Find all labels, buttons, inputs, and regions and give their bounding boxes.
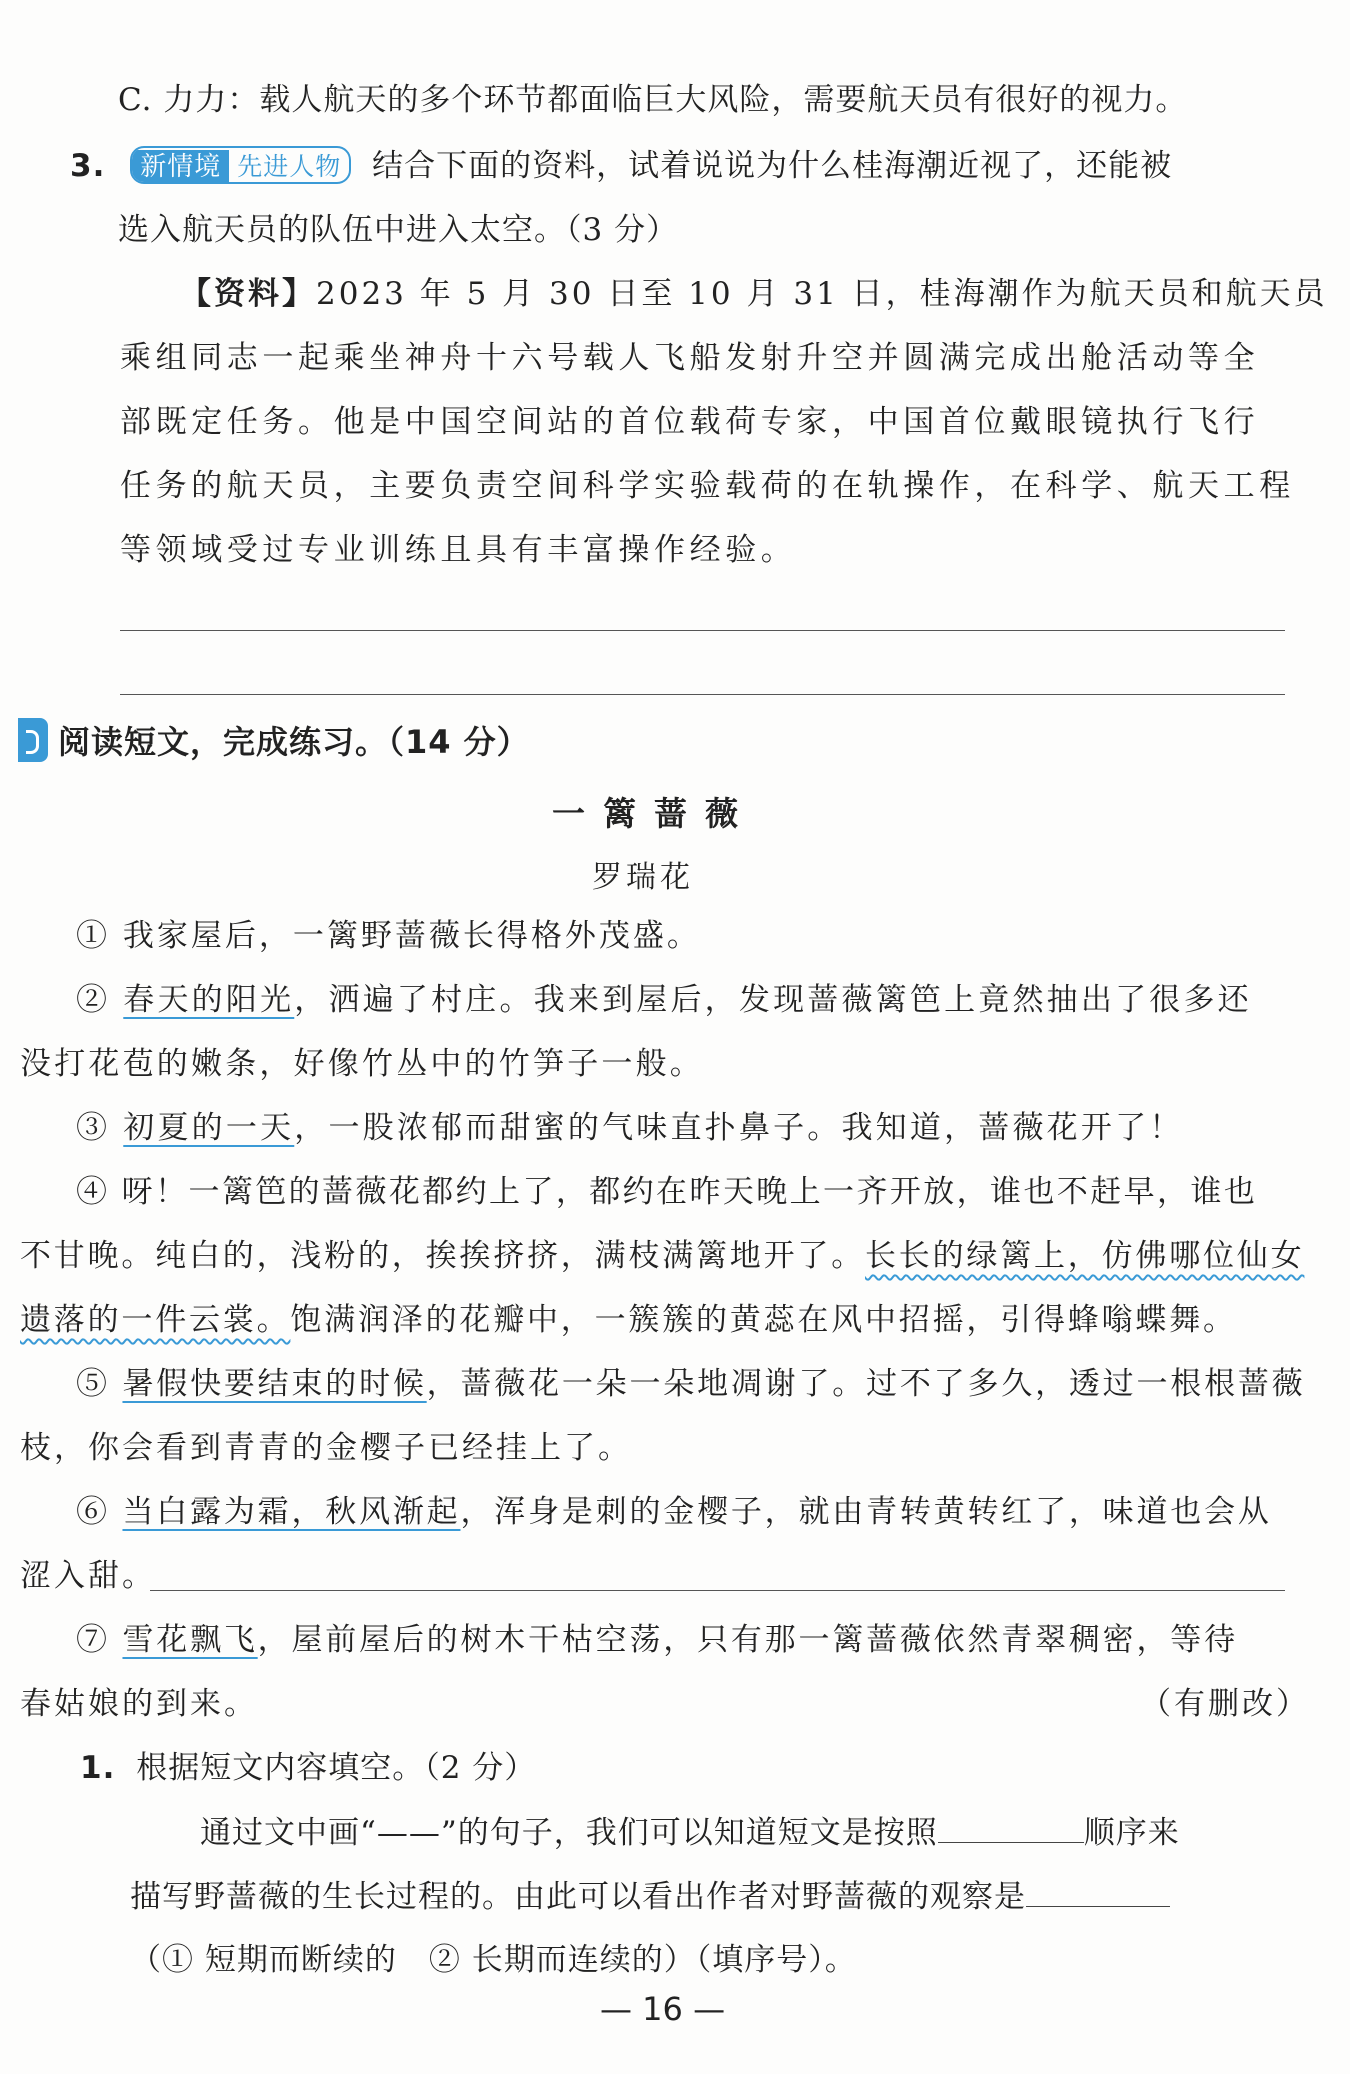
paragraph-4: ④ 呀！一篱笆的蔷薇花都约上了，都约在昨天晚上一齐开放，谁也不赶早，谁也 bbox=[76, 1174, 1258, 1210]
q3-text-line1: 结合下面的资料，试着说说为什么桂海潮近视了，还能被 bbox=[372, 148, 1173, 184]
q3-number: 3. bbox=[70, 148, 106, 184]
p7-text: ，屋前屋后的树木干枯空荡，只有那一篱蔷薇依然青翠稠密，等待 bbox=[257, 1622, 1238, 1658]
p3-text: ，一股浓郁而甜蜜的气味直扑鼻子。我知道，蔷薇花开了！ bbox=[294, 1110, 1184, 1146]
source-note: （有删改） bbox=[1140, 1686, 1310, 1722]
new-context-badge bbox=[130, 146, 351, 184]
p4-text-b: 饱满润泽的花瓣中，一簇簇的黄蕊在风中招摇，引得蜂嗡蝶舞。 bbox=[290, 1302, 1237, 1338]
paragraph-4-line2 bbox=[20, 1236, 1304, 1276]
p5-text: ，蔷薇花一朵一朵地凋谢了。过不了多久，透过一根根蔷薇 bbox=[426, 1366, 1306, 1402]
material-line5: 等领域受过专业训练且具有丰富操作经验。 bbox=[120, 532, 797, 568]
material-line3: 部既定任务。他是中国空间站的首位载荷专家，中国首位戴眼镜执行飞行 bbox=[120, 404, 1260, 440]
paragraph-1: ① 我家屋后，一篱野蔷薇长得格外茂盛。 bbox=[76, 918, 701, 954]
paragraph-2-line2: 没打花苞的嫩条，好像竹丛中的竹笋子一般。 bbox=[20, 1046, 704, 1082]
paragraph-6 bbox=[76, 1492, 1272, 1532]
p7-num: ⑦ bbox=[76, 1622, 123, 1658]
material-line4: 任务的航天员，主要负责空间科学实验载荷的在轨操作，在科学、航天工程 bbox=[120, 468, 1295, 504]
p4-wavy-sentence-a: 长长的绿篱上，仿佛哪位仙女 bbox=[865, 1238, 1305, 1274]
p2-num: ② bbox=[76, 982, 124, 1018]
p7-time-phrase: 雪花飘飞 bbox=[122, 1622, 258, 1658]
p6-answer-line[interactable] bbox=[150, 1590, 1285, 1591]
q1-blank-observation[interactable] bbox=[1026, 1876, 1170, 1907]
paragraph-5 bbox=[76, 1364, 1305, 1404]
p6-num: ⑥ bbox=[76, 1494, 123, 1530]
material-line2: 乘组同志一起乘坐神舟十六号载人飞船发射升空并圆满完成出舱活动等全 bbox=[120, 340, 1260, 376]
paragraph-6-line2: 涩入甜。 bbox=[20, 1558, 156, 1594]
p6-text: ，浑身是刺的金樱子，就由青转黄转红了，味道也会从 bbox=[460, 1494, 1272, 1530]
q3-text-line2: 选入航天员的队伍中进入太空。（3 分） bbox=[118, 212, 679, 248]
section-heading-text: 阅读短文，完成练习。（14 分） bbox=[58, 723, 530, 761]
p4-text-a: 不甘晚。纯白的，浅粉的，挨挨挤挤，满枝满篱地开了。 bbox=[20, 1238, 865, 1274]
q1-number: 1. bbox=[80, 1750, 116, 1786]
page-number: — 16 — bbox=[600, 1990, 726, 2028]
p4-wavy-sentence-b: 遗落的一件云裳。 bbox=[20, 1302, 291, 1338]
section-tag-icon bbox=[18, 718, 48, 762]
p6-time-phrase: 当白露为霜，秋风渐起 bbox=[122, 1494, 461, 1530]
badge-advanced-figure: 先进人物 bbox=[237, 151, 342, 181]
badge-new-context: 新情境 bbox=[132, 150, 229, 184]
answer-line-1[interactable] bbox=[120, 630, 1285, 631]
paragraph-7 bbox=[76, 1620, 1238, 1660]
paragraph-7-line2: 春姑娘的到来。 bbox=[20, 1686, 258, 1722]
p3-num: ③ bbox=[76, 1110, 124, 1146]
q2-option-c: C. 力力：载人航天的多个环节都面临巨大风险，需要航天员有很好的视力。 bbox=[118, 82, 1188, 118]
p3-time-phrase: 初夏的一天 bbox=[123, 1110, 295, 1146]
p2-text: ，洒遍了村庄。我来到屋后，发现蔷薇篱笆上竟然抽出了很多还 bbox=[294, 982, 1252, 1018]
answer-line-2[interactable] bbox=[120, 694, 1285, 695]
paragraph-3 bbox=[76, 1108, 1183, 1148]
passage-title: 一篱蔷薇 bbox=[552, 794, 756, 833]
p5-time-phrase: 暑假快要结束的时候 bbox=[122, 1366, 427, 1402]
section-heading bbox=[58, 722, 530, 762]
q1-text: 根据短文内容填空。（2 分） bbox=[136, 1750, 537, 1786]
material-line1 bbox=[180, 274, 1328, 314]
q1-header bbox=[80, 1748, 536, 1788]
paragraph-5-line2: 枝，你会看到青青的金樱子已经挂上了。 bbox=[20, 1430, 632, 1466]
q1-line1-text: 通过文中画“——”的句子，我们可以知道短文是按照 bbox=[200, 1815, 938, 1851]
passage-author: 罗瑞花 bbox=[592, 860, 694, 895]
material-text-1: 2023 年 5 月 30 日至 10 月 31 日，桂海潮作为航天员和航天员 bbox=[316, 276, 1328, 312]
p2-time-phrase: 春天的阳光 bbox=[123, 982, 295, 1018]
q3-line1 bbox=[70, 146, 1172, 187]
q1-options: （① 短期而断续的 ② 长期而连续的）（填序号）。 bbox=[130, 1942, 857, 1978]
q1-line1-tail: 顺序来 bbox=[1083, 1815, 1180, 1851]
paragraph-2 bbox=[76, 980, 1252, 1020]
q1-line2 bbox=[130, 1876, 1170, 1917]
material-label: 【资料】 bbox=[180, 276, 316, 312]
p5-num: ⑤ bbox=[76, 1366, 123, 1402]
q1-line2-text: 描写野蔷薇的生长过程的。由此可以看出作者对野蔷薇的观察是 bbox=[130, 1879, 1026, 1915]
paragraph-4-line3 bbox=[20, 1300, 1237, 1340]
q1-blank-order[interactable] bbox=[938, 1812, 1084, 1843]
q1-line1 bbox=[200, 1812, 1180, 1853]
